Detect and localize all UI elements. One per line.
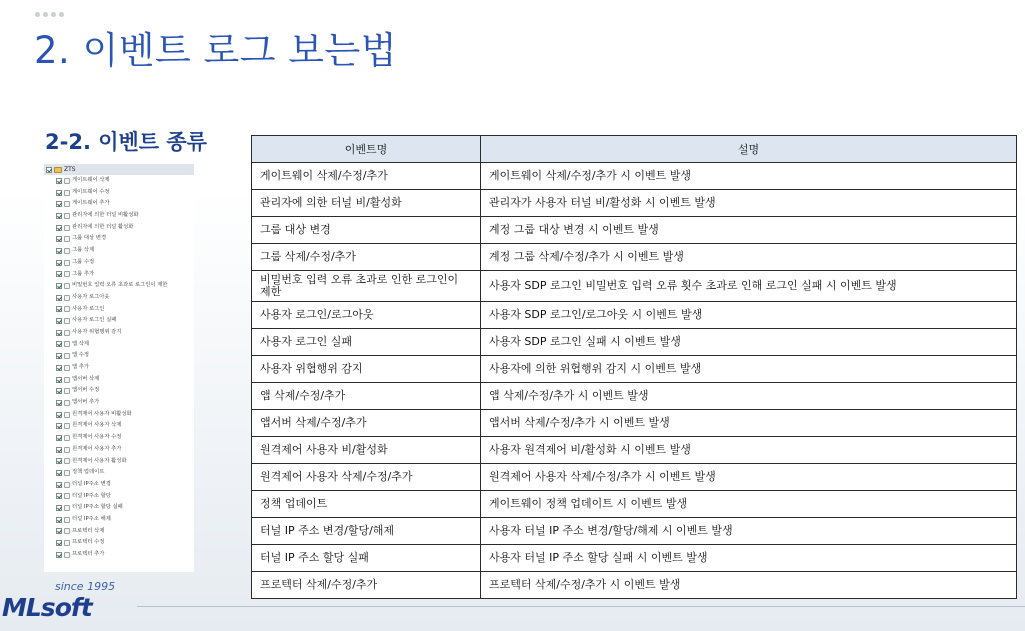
event-icon [64,493,70,499]
event-icon [64,400,70,406]
event-name-cell: 정책 업데이트 [252,491,481,518]
table-row [252,572,1017,599]
event-name-cell: 사용자 위협행위 감지 [252,356,481,383]
table-row [252,356,1017,383]
tree-item-label: 프로텍터 수정 [72,539,105,546]
event-name-cell: 비밀번호 입력 오류 초과로 인한 로그인이 제한 [252,271,481,302]
event-type-tree [44,164,194,572]
section-subtitle: 2-2. 이벤트 종류 [45,130,207,154]
checkbox-icon[interactable] [56,493,62,499]
tree-item[interactable] [44,549,194,561]
logo-brand: MLsoft [2,593,92,622]
event-icon [64,283,70,289]
tree-item-label: 비밀번호 입력 오류 초과로 로그인이 제한 [72,282,168,289]
tree-item[interactable] [44,304,194,316]
tree-item[interactable] [44,175,194,187]
event-name-cell: 게이트웨이 삭제/수정/추가 [252,163,481,190]
tree-item-label: 앱서버 삭제 [72,375,100,382]
tree-item-label: 원격제어 사용자 수정 [72,434,122,441]
folder-icon [54,167,62,173]
description-cell: 게이트웨이 삭제/수정/추가 시 이벤트 발생 [481,163,1017,190]
checkbox-icon[interactable] [56,552,62,558]
checkbox-icon[interactable] [56,236,62,242]
tree-item[interactable] [44,385,194,397]
tree-item[interactable] [44,339,194,351]
checkbox-icon[interactable] [46,167,52,173]
table-row [252,190,1017,217]
table-row [252,217,1017,244]
checkbox-icon[interactable] [56,178,62,184]
table-row [252,302,1017,329]
tree-item-label: 관리자에 의한 터널 비활성화 [72,212,139,219]
event-name-cell: 앱 삭제/수정/추가 [252,383,481,410]
description-cell: 관리자가 사용자 터널 비/활성화 시 이벤트 발생 [481,190,1017,217]
tree-item[interactable] [44,526,194,538]
event-icon [64,353,70,359]
event-icon [64,423,70,429]
tree-item[interactable] [44,233,194,245]
event-name-cell: 관리자에 의한 터널 비/활성화 [252,190,481,217]
event-icon [64,201,70,207]
table-row [252,329,1017,356]
event-icon [64,447,70,453]
description-cell: 사용자 원격제어 비/활성화 시 이벤트 발생 [481,437,1017,464]
tree-item-label: 게이트웨이 수정 [72,188,110,195]
tree-item-label: 원격제어 사용자 활성화 [72,457,127,464]
tree-item-label: 그룹 삭제 [72,247,95,254]
tree-item-label: 터널 IP주소 해제 [72,515,111,522]
event-name-cell: 사용자 로그인/로그아웃 [252,302,481,329]
event-icon [64,470,70,476]
logo-since: since 1995 [55,580,116,593]
checkbox-icon[interactable] [56,482,62,488]
table-row [252,518,1017,545]
table-row [252,491,1017,518]
tree-item[interactable] [44,187,194,199]
checkbox-icon[interactable] [56,388,62,394]
tree-item[interactable] [44,420,194,432]
description-cell: 계정 그룹 대상 변경 시 이벤트 발생 [481,217,1017,244]
description-cell: 사용자 터널 IP 주소 변경/할당/해제 시 이벤트 발생 [481,518,1017,545]
checkbox-icon[interactable] [56,353,62,359]
tree-item-label: 앱 추가 [72,364,90,370]
checkbox-icon[interactable] [56,295,62,301]
event-name-cell: 그룹 삭제/수정/추가 [252,244,481,271]
event-icon [64,377,70,383]
event-icon [64,330,70,336]
tree-item[interactable] [44,444,194,456]
event-icon [64,388,70,394]
description-cell: 앱 삭제/수정/추가 시 이벤트 발생 [481,383,1017,410]
checkbox-icon[interactable] [56,447,62,453]
checkbox-icon[interactable] [56,458,62,464]
event-name-cell: 그룹 대상 변경 [252,217,481,244]
footer-divider [137,606,1025,607]
event-name-cell: 원격제어 사용자 비/활성화 [252,437,481,464]
table-row [252,437,1017,464]
decorative-dots [35,12,64,17]
tree-item[interactable] [44,432,194,444]
checkbox-icon[interactable] [56,283,62,289]
tree-item-label: 사용자 로그인 [72,305,105,312]
event-icon [64,412,70,418]
tree-item-label: 터널 IP주소 할당 [72,492,111,499]
description-cell: 사용자 터널 IP 주소 할당 실패 시 이벤트 발생 [481,545,1017,572]
event-icon [64,458,70,464]
tree-item-label: 앱 삭제 [72,340,90,347]
event-icon [64,295,70,301]
table-row [252,271,1017,302]
event-icon [64,540,70,546]
tree-item-label: 그룹 수정 [72,258,95,265]
tree-item[interactable] [44,350,194,362]
event-icon [64,271,70,277]
event-icon [64,306,70,312]
tree-item[interactable] [44,245,194,257]
checkbox-icon[interactable] [56,377,62,383]
tree-root-label: ZTS [64,166,76,173]
event-icon [64,482,70,488]
tree-item[interactable] [44,362,194,374]
checkbox-icon[interactable] [56,540,62,546]
tree-item[interactable] [44,537,194,549]
event-icon [64,225,70,231]
event-icon [64,190,70,196]
description-cell: 게이트웨이 정책 업데이트 시 이벤트 발생 [481,491,1017,518]
checkbox-icon[interactable] [56,435,62,441]
event-icon [64,236,70,242]
description-cell: 사용자 SDP 로그인 비밀번호 입력 오류 횟수 초과로 인해 로그인 실패 시 이벤트 발생 [481,271,1017,302]
checkbox-icon[interactable] [56,306,62,312]
checkbox-icon[interactable] [56,412,62,418]
tree-item-label: 터널 IP주소 변경 [72,480,111,487]
table-row [252,163,1017,190]
tree-item-label: 터널 IP주소 할당 실패 [72,504,123,511]
event-icon [64,517,70,523]
description-cell: 사용자 SDP 로그인 실패 시 이벤트 발생 [481,329,1017,356]
description-cell: 계정 그룹 삭제/수정/추가 시 이벤트 발생 [481,244,1017,271]
tree-item-label: 원격제어 사용자 비활성화 [72,410,132,417]
tree-item[interactable] [44,315,194,327]
tree-item-label: 원격제어 사용자 추가 [72,445,122,452]
checkbox-icon[interactable] [56,528,62,534]
tree-item[interactable] [44,257,194,269]
tree-item-label: 앱서버 추가 [72,399,100,406]
tree-item-label: 사용자 위협행위 감지 [72,328,122,335]
tree-item[interactable] [44,269,194,281]
checkbox-icon[interactable] [56,423,62,429]
tree-item[interactable] [44,327,194,339]
checkbox-icon[interactable] [56,505,62,511]
description-cell: 사용자에 의한 위협행위 감지 시 이벤트 발생 [481,356,1017,383]
tree-item-label: 관리자에 의한 터널 활성화 [72,223,134,230]
checkbox-icon[interactable] [56,213,62,219]
checkbox-icon[interactable] [56,201,62,207]
event-icon [64,260,70,266]
checkbox-icon[interactable] [56,248,62,254]
table-row [252,244,1017,271]
table-body [252,163,1017,599]
event-name-cell: 사용자 로그인 실패 [252,329,481,356]
event-icon [64,248,70,254]
description-cell: 사용자 SDP 로그인/로그아웃 시 이벤트 발생 [481,302,1017,329]
event-icon [64,552,70,558]
checkbox-icon[interactable] [56,190,62,196]
checkbox-icon[interactable] [56,470,62,476]
event-icon [64,528,70,534]
tree-item[interactable] [44,479,194,491]
tree-item-label: 그룹 추가 [72,270,95,277]
checkbox-icon[interactable] [56,517,62,523]
table-row [252,383,1017,410]
tree-item[interactable] [44,292,194,304]
tree-item[interactable] [44,397,194,409]
slide-title: 2. 이벤트 로그 보는법 [34,29,398,72]
tree-item[interactable] [44,514,194,526]
tree-item[interactable] [44,409,194,421]
table-header-row [252,136,1017,163]
event-name-cell: 터널 IP 주소 할당 실패 [252,545,481,572]
tree-item[interactable] [44,491,194,503]
tree-item-label: 사용자 로그아웃 [72,293,110,300]
checkbox-icon[interactable] [56,330,62,336]
event-table [251,135,1017,599]
tree-item[interactable] [44,280,194,292]
tree-item[interactable] [44,502,194,514]
description-cell: 원격제어 사용자 삭제/수정/추가 시 이벤트 발생 [481,464,1017,491]
tree-item-label: 사용자 로그인 실패 [72,317,117,324]
tree-item[interactable] [44,374,194,386]
event-name-cell: 프로텍터 삭제/수정/추가 [252,572,481,599]
tree-item-label: 게이트웨이 삭제 [72,177,110,183]
event-icon [64,178,70,184]
tree-item-label: 프로텍터 추가 [72,551,105,557]
checkbox-icon[interactable] [56,400,62,406]
tree-item-label: 게이트웨이 추가 [72,200,110,207]
tree-root[interactable] [44,164,194,175]
tree-item[interactable] [44,467,194,479]
event-icon [64,435,70,441]
tree-item-label: 프로텍터 삭제 [72,527,105,534]
header-description: 설명 [481,136,1017,163]
table-row [252,410,1017,437]
tree-item[interactable] [44,456,194,468]
checkbox-icon[interactable] [56,341,62,347]
table-row [252,545,1017,572]
event-icon [64,341,70,347]
checkbox-icon[interactable] [56,365,62,371]
table-row [252,464,1017,491]
tree-item-label: 앱 수정 [72,352,90,359]
event-name-cell: 터널 IP 주소 변경/할당/해제 [252,518,481,545]
event-icon [64,318,70,324]
tree-items [44,175,194,561]
tree-item-label: 원격제어 사용자 삭제 [72,422,122,429]
checkbox-icon[interactable] [56,225,62,231]
tree-item[interactable] [44,210,194,222]
tree-item-label: 앱서버 수정 [72,387,100,394]
description-cell: 프로텍터 삭제/수정/추가 시 이벤트 발생 [481,572,1017,599]
event-icon [64,213,70,219]
event-icon [64,365,70,371]
event-name-cell: 앱서버 삭제/수정/추가 [252,410,481,437]
tree-item[interactable] [44,222,194,234]
event-icon [64,505,70,511]
tree-item-label: 정책 업데이트 [72,469,105,476]
event-name-cell: 원격제어 사용자 삭제/수정/추가 [252,464,481,491]
checkbox-icon[interactable] [56,271,62,277]
checkbox-icon[interactable] [56,318,62,324]
tree-item-label: 그룹 대상 변경 [72,235,107,242]
checkbox-icon[interactable] [56,260,62,266]
header-event-name: 이벤트명 [252,136,481,163]
description-cell: 앱서버 삭제/수정/추가 시 이벤트 발생 [481,410,1017,437]
tree-item[interactable] [44,198,194,210]
